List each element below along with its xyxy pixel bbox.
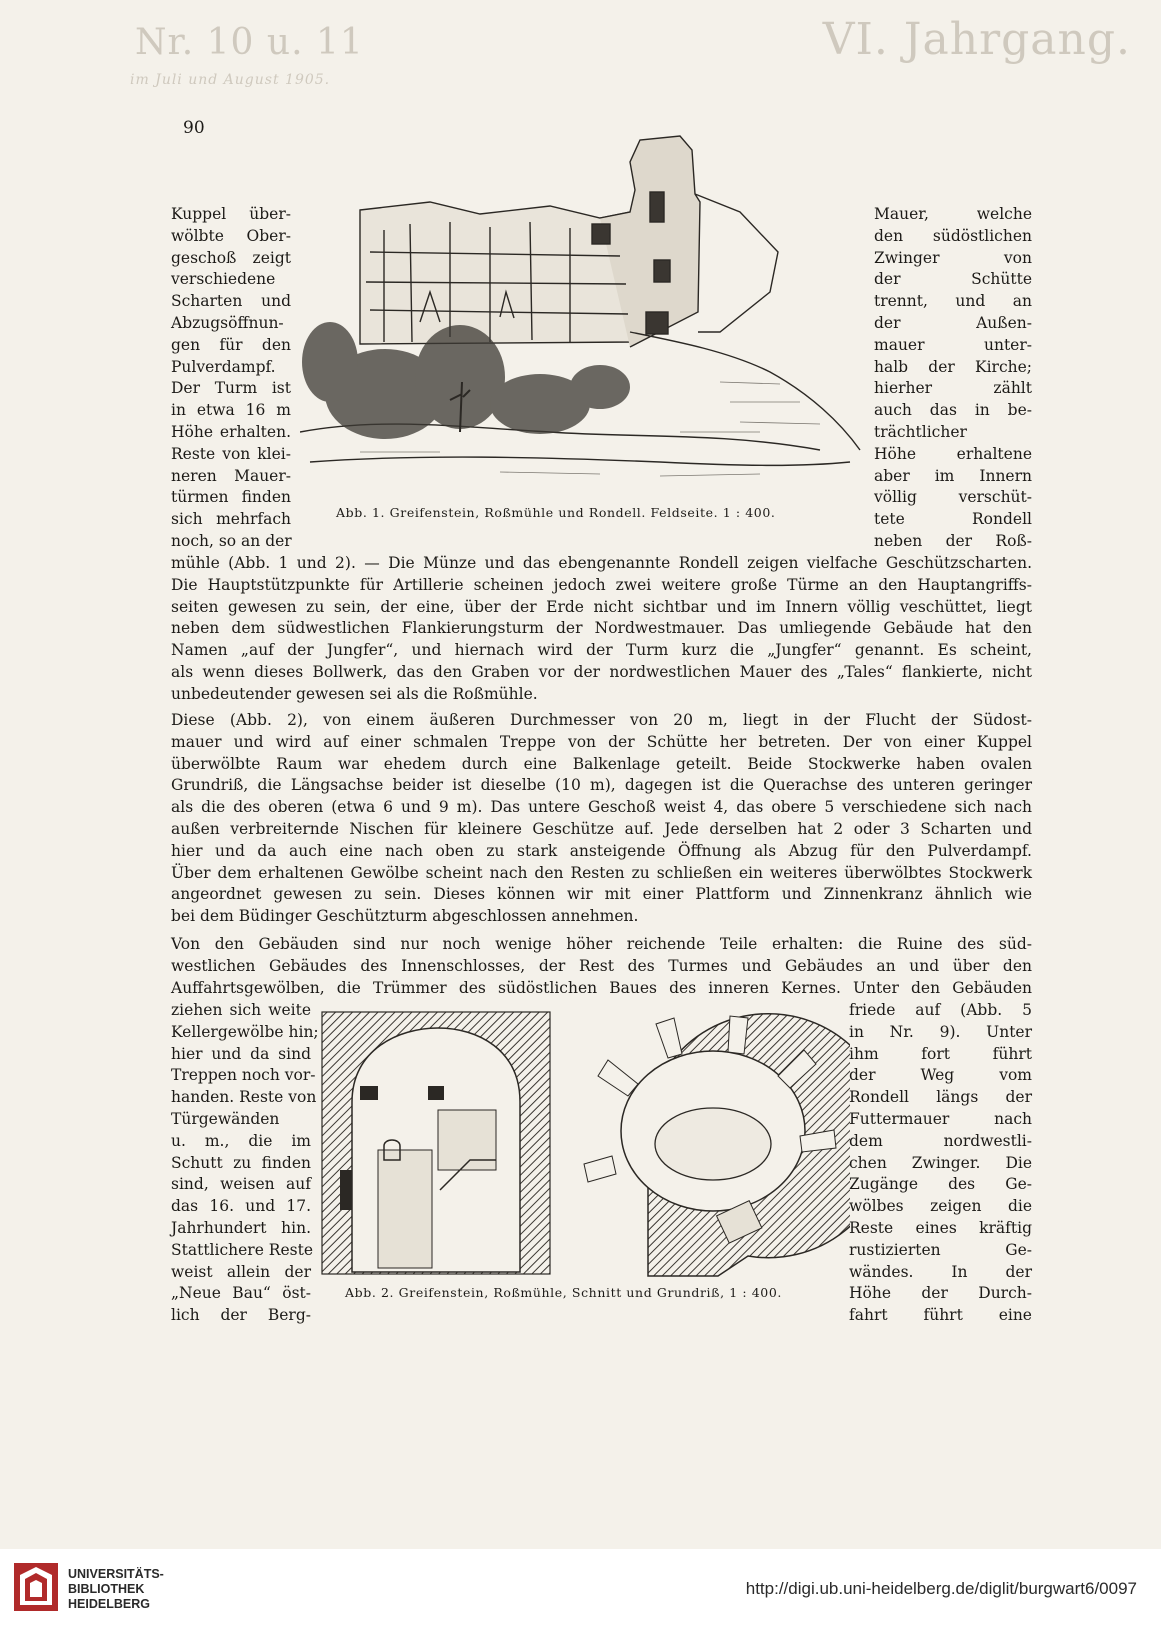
text-line: Türgewänden — [171, 1109, 280, 1128]
top-right-column — [874, 204, 1032, 553]
text-line: Abzugsöffnun- — [171, 313, 284, 332]
text-line: Auffahrtsgewölben, die Trümmer des südöstlichen Baues des inneren Kernes. Unter den Gebäuden — [171, 978, 1032, 997]
text-line: Zwinger von — [874, 248, 1032, 267]
text-line: hier und da auch eine nach oben zu stark ansteigende Öffnung als Abzug für den Pulverdampf. — [171, 841, 1032, 860]
text-line: der Schütte — [874, 270, 1032, 289]
section-drawing — [322, 1012, 550, 1274]
plan-drawing — [584, 1014, 850, 1276]
text-line: trächtlicher — [874, 422, 967, 441]
text-line: UNIVERSITÄTS- — [68, 1567, 164, 1581]
text-line: seiten gewesen zu sein, der eine, über der Erde nicht sichtbar und im Innern völlig veschüttet, liegt — [171, 597, 1032, 616]
text-line: neben der Roß- — [874, 531, 1032, 550]
text-line: westlichen Gebäudes des Innenschlosses, der Rest des Turmes und Gebäudes an und über den — [171, 956, 1032, 975]
text-line: fahrt führt eine — [849, 1306, 1032, 1325]
text-line: als die des oberen (etwa 6 und 9 m). Das untere Geschoß weist 4, das obere 5 verschiedene sich nach — [171, 798, 1032, 817]
text-line: ziehen sich weite — [171, 1001, 311, 1019]
text-line: Die Hauptstützpunkte für Artillerie scheinen jedoch zwei weitere große Türme an den Hauptangriffs- — [171, 575, 1032, 594]
text-line: friede auf (Abb. 5 — [849, 1001, 1032, 1019]
text-line: Stattlichere Reste — [171, 1240, 314, 1259]
library-logo-icon — [12, 1561, 60, 1613]
text-line: Kuppel über- — [171, 205, 291, 223]
text-line: u. m., die im — [171, 1131, 311, 1150]
text-line: in Nr. 9). Unter — [849, 1022, 1032, 1041]
text-line: das 16. und 17. — [171, 1197, 311, 1216]
ghost-volume-heading: VI. Jahrgang. — [822, 14, 1131, 65]
text-line: Diese (Abb. 2), von einem äußeren Durchmesser von 20 m, liegt in der Flucht der Südost- — [171, 711, 1032, 729]
text-line: Grundriß, die Längsachse beider ist dieselbe (10 m), dagegen ist die Querachse des unteren geringer — [171, 776, 1032, 795]
text-line: Höhe erhalten. — [171, 422, 291, 441]
text-line: rustizierten Ge- — [849, 1240, 1032, 1259]
figure-section-and-plan — [320, 1010, 850, 1278]
text-line: ihm fort führt — [849, 1044, 1032, 1063]
text-line: angeordnet gewesen zu sein. Dieses können wir mit einer Plattform und Zinnenkranz ähnlich wie — [171, 885, 1032, 904]
paragraph-rondell-2 — [171, 710, 1032, 928]
text-line: Scharten und — [171, 292, 291, 311]
text-line: halb der Kirche; — [874, 357, 1032, 376]
text-line: bei dem Büdinger Geschützturm abgeschlossen annehmen. — [171, 907, 639, 926]
text-line: BIBLIOTHEK — [68, 1582, 145, 1596]
bottom-right-column — [849, 1000, 1032, 1327]
text-line: Höhe erhaltene — [874, 444, 1032, 463]
page-number: 90 — [183, 118, 205, 138]
library-name — [68, 1567, 164, 1612]
text-line: wölbes zeigen die — [849, 1197, 1032, 1216]
text-line: tete Rondell — [874, 510, 1032, 529]
text-line: Der Turm ist — [171, 379, 291, 398]
text-line: Mauer, welche — [874, 205, 1032, 223]
text-line: weist allein der — [171, 1262, 311, 1281]
text-line: in etwa 16 m — [171, 401, 291, 420]
text-line: sich mehrfach — [171, 510, 291, 529]
text-line: Futtermauer nach — [849, 1109, 1032, 1128]
ghost-date-line: im Juli und August 1905. — [130, 72, 331, 88]
text-line: wändes. In der — [849, 1262, 1032, 1281]
source-url[interactable]: http://digi.ub.uni-heidelberg.de/diglit/burgwart6/0097 — [745, 1579, 1137, 1598]
figure-ruin-drawing — [300, 132, 865, 497]
text-line: dem nordwestli- — [849, 1131, 1032, 1150]
text-line: chen Zwinger. Die — [849, 1153, 1032, 1172]
text-line: verschiedene — [171, 270, 276, 289]
figure2-caption: Abb. 2. Greifenstein, Roßmühle, Schnitt und Grundriß, 1 : 400. — [345, 1285, 782, 1300]
text-line: Über dem erhaltenen Gewölbe scheint nach den Resten zu schließen ein weiteres überwölbtes Stockwerk — [171, 863, 1032, 882]
text-line: lich der Berg- — [171, 1306, 311, 1325]
text-line: den südöstlichen — [874, 226, 1032, 245]
text-line: geschoß zeigt — [171, 248, 291, 267]
text-line: neren Mauer- — [171, 466, 291, 485]
text-line: türmen finden — [171, 488, 291, 507]
text-line: Von den Gebäuden sind nur noch wenige höher reichende Teile erhalten: die Ruine des süd- — [171, 935, 1032, 953]
text-line: Reste von klei- — [171, 444, 291, 463]
text-line: Schutt zu finden — [171, 1153, 311, 1172]
bottom-left-column — [171, 1000, 319, 1327]
text-line: mauer und wird auf einer schmalen Treppe von der Schütte her betreten. Der von einer Kuppel — [171, 732, 1032, 751]
text-line: als wenn dieses Bollwerk, das den Graben vor der nordwestlichen Mauer des „Tales“ flankierte, nicht — [171, 662, 1032, 681]
ghost-issue-heading: Nr. 10 u. 11 — [135, 22, 364, 63]
text-line: überwölbte Raum war ehedem durch eine Balkenlage geteilt. Beide Stockwerke haben ovalen — [171, 754, 1032, 773]
text-line: trennt, und an — [874, 292, 1032, 311]
text-line: der Weg vom — [849, 1066, 1032, 1085]
text-line: Höhe der Durch- — [849, 1284, 1032, 1303]
text-line: Reste eines kräftig — [849, 1218, 1032, 1237]
text-line: unbedeutender gewesen sei als die Roßmühle. — [171, 684, 538, 703]
top-left-column — [171, 204, 291, 553]
text-line: außen verbreiternde Nischen für kleinere Geschütze auf. Jede derselben hat 2 oder 3 Scharten und — [171, 819, 1032, 838]
text-line: Namen „auf der Jungfer“, und hiernach wird der Turm kurz die „Jungfer“ genannt. Es scheint, — [171, 641, 1032, 660]
text-line: hierher zählt — [874, 379, 1032, 398]
text-line: Zugänge des Ge- — [849, 1175, 1032, 1194]
text-line: Rondell längs der — [849, 1088, 1032, 1107]
text-line: sind, weisen auf — [171, 1175, 311, 1194]
text-line: handen. Reste von — [171, 1088, 317, 1107]
text-line: Jahrhundert hin. — [171, 1218, 311, 1237]
text-line: Kellergewölbe hin; — [171, 1022, 319, 1041]
text-line: HEIDELBERG — [68, 1597, 150, 1611]
text-line: gen für den — [171, 335, 291, 354]
text-line: Treppen noch vor- — [171, 1066, 316, 1085]
text-line: Pulverdampf. — [171, 357, 276, 376]
text-line: völlig verschüt- — [874, 488, 1032, 507]
text-line: der Außen- — [874, 313, 1032, 332]
text-line: mühle (Abb. 1 und 2). — Die Münze und das ebengenannte Rondell zeigen vielfache Geschützscharten. — [171, 554, 1032, 572]
text-line: aber im Innern — [874, 466, 1032, 485]
text-line: hier und da sind — [171, 1044, 311, 1063]
text-line: neben dem südwestlichen Flankierungsturm der Nordwestmauer. Das umliegende Gebäude hat den — [171, 619, 1032, 638]
text-line: auch das in be- — [874, 401, 1032, 420]
text-line: wölbte Ober- — [171, 226, 291, 245]
paragraph-rondell-1 — [171, 553, 1032, 706]
figure1-caption: Abb. 1. Greifenstein, Roßmühle und Rondell. Feldseite. 1 : 400. — [336, 505, 776, 520]
text-line: noch, so an der — [171, 531, 292, 550]
paragraph-gebaeude — [171, 934, 1032, 999]
text-line: mauer unter- — [874, 335, 1032, 354]
text-line: „Neue Bau“ öst- — [171, 1284, 311, 1303]
